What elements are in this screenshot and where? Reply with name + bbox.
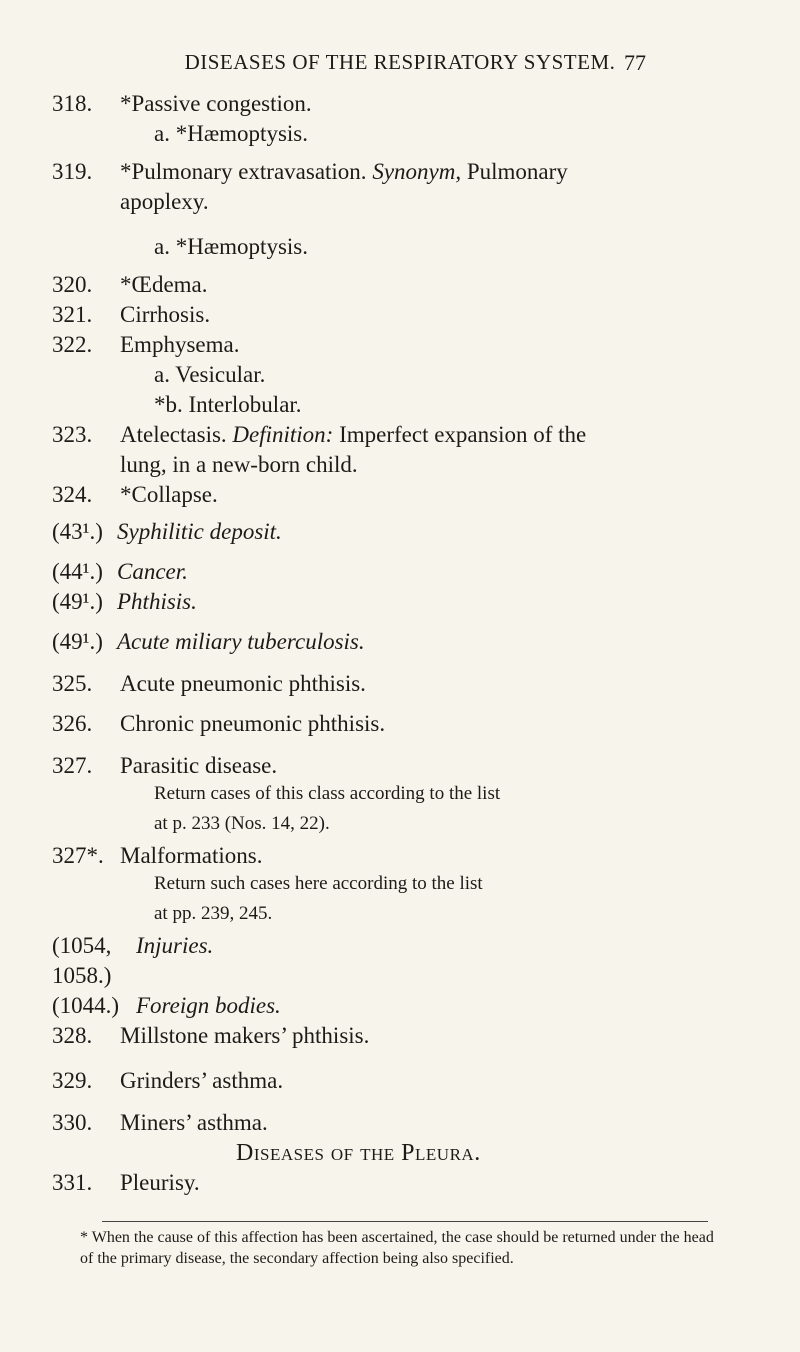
entry-text: Cirrhosis. (120, 302, 211, 327)
entry-text: *Pulmonary extravasation. (120, 159, 367, 184)
entry-subitem: a. *Hæmoptysis. (154, 234, 308, 259)
entry-row (0, 303, 800, 333)
entry-number: (43¹.) (52, 519, 103, 544)
entry-row (0, 393, 800, 423)
entry-row (0, 814, 800, 844)
entry-row (0, 122, 800, 152)
page-number: 77 (624, 50, 646, 75)
entry-text: *Passive congestion. (120, 91, 312, 116)
entry-row (0, 160, 800, 190)
entry-note: at pp. 239, 245. (154, 903, 273, 924)
entry-number: 325. (52, 671, 93, 696)
entry-number: (49¹.) (52, 629, 103, 654)
entry-row (0, 964, 800, 994)
entry-body (120, 754, 277, 777)
entry-row (0, 1024, 800, 1054)
entry-number: 328. (52, 1023, 93, 1048)
entry-number: (49¹.) (52, 589, 103, 614)
entry-row (0, 190, 800, 220)
running-header: DISEASES OF THE RESPIRATORY SYSTEM. (184, 50, 616, 74)
entry-text: Parasitic disease. (120, 753, 278, 778)
entry-italic-text: Phthisis. (117, 589, 197, 614)
entry-text: Pleurisy. (120, 1170, 200, 1195)
entry-italic-text: Cancer. (117, 559, 188, 584)
entry-row (0, 1171, 800, 1201)
entry-text: *Œdema. (120, 272, 208, 297)
entry-note: at p. 233 (Nos. 14, 22). (154, 813, 330, 834)
entry-number: 330. (52, 1110, 93, 1135)
entry-continuation: lung, in a new-born child. (120, 452, 358, 477)
entry-row (0, 754, 800, 784)
entry-body (120, 844, 262, 867)
entry-row (0, 874, 800, 904)
footnote-rule (102, 1221, 708, 1222)
entry-body (120, 333, 239, 356)
entry-row (0, 994, 800, 1024)
entry-italic-text: Syphilitic deposit. (117, 519, 282, 544)
entry-body (120, 1069, 283, 1092)
entry-body (117, 590, 197, 613)
entry-row (0, 333, 800, 363)
entry-row (0, 92, 800, 122)
entry-row (0, 1111, 800, 1141)
entry-body (120, 423, 586, 446)
entry-text: Acute pneumonic phthisis. (120, 671, 366, 696)
entry-row (0, 273, 800, 303)
entry-row (0, 1141, 800, 1171)
entry-row (0, 590, 800, 620)
entry-number: (1044.) (52, 993, 120, 1018)
entry-text: Atelectasis. (120, 422, 227, 447)
entry-number: 318. (52, 91, 93, 116)
entry-text: *Collapse. (120, 482, 218, 507)
entry-row (0, 560, 800, 590)
entry-number: 321. (52, 302, 93, 327)
entry-number: 319. (52, 159, 93, 184)
entry-row (0, 423, 800, 453)
entry-number: 323. (52, 422, 93, 447)
entry-text: Grinders’ asthma. (120, 1068, 284, 1093)
entry-row (0, 934, 800, 964)
entry-row (0, 363, 800, 393)
entry-continuation: apoplexy. (120, 189, 209, 214)
entry-row (0, 630, 800, 660)
entry-body (120, 303, 210, 326)
entry-text: Millstone makers’ phthisis. (120, 1023, 370, 1048)
entry-body (117, 560, 188, 583)
entry-number: 327. (52, 753, 93, 778)
entry-body (120, 1024, 369, 1047)
footnote: * When the cause of this affection has been ascertained, the case should be returned under the head of the primary disease, the secondary affection being also specified. (80, 1229, 714, 1267)
entry-row (0, 483, 800, 513)
entry-body (120, 483, 218, 506)
entry-number: 326. (52, 711, 93, 736)
entry-italic-text: Acute miliary tuberculosis. (117, 629, 365, 654)
entry-body (136, 934, 213, 957)
entry-number: 331. (52, 1170, 93, 1195)
entry-text: Miners’ asthma. (120, 1110, 268, 1135)
entry-body (120, 712, 385, 735)
entry-number: 322. (52, 332, 93, 357)
entry-text: Emphysema. (120, 332, 240, 357)
entry-text-continued: Pulmonary (466, 159, 568, 184)
entry-number: 1058.) (52, 963, 112, 988)
entry-subitem: a. Vesicular. (154, 362, 266, 387)
entry-body (120, 160, 568, 183)
entry-row (0, 784, 800, 814)
entry-number: 329. (52, 1068, 93, 1093)
entry-text: Chronic pneumonic phthisis. (120, 711, 386, 736)
entry-row (0, 672, 800, 702)
entry-number: 320. (52, 272, 93, 297)
entry-number: 327*. (52, 843, 104, 868)
entry-row (0, 844, 800, 874)
entry-text-continued: Imperfect expansion of the (339, 422, 587, 447)
entry-note: Return such cases here according to the list (154, 873, 483, 894)
entry-italic-text: Foreign bodies. (136, 993, 281, 1018)
entry-body (120, 1171, 200, 1194)
entry-row (0, 235, 800, 265)
entry-subitem: *b. Interlobular. (154, 392, 302, 417)
section-heading: Diseases of the Pleura. (236, 1140, 481, 1166)
entry-row (0, 1069, 800, 1099)
entry-italic-text: Injuries. (136, 933, 214, 958)
entry-italic-text: Synonym, (372, 159, 462, 184)
entry-text: Malformations. (120, 843, 263, 868)
entry-note: Return cases of this class according to the list (154, 783, 501, 804)
entry-body (120, 273, 208, 296)
entry-body (120, 672, 366, 695)
entry-body (117, 630, 365, 653)
entry-number: (44¹.) (52, 559, 103, 584)
entry-row (0, 453, 800, 483)
entry-number: 324. (52, 482, 93, 507)
entry-row (0, 712, 800, 742)
entry-italic-text: Definition: (232, 422, 334, 447)
entry-body (120, 1111, 268, 1134)
entry-subitem: a. *Hæmoptysis. (154, 121, 308, 146)
entry-row (0, 904, 800, 934)
entry-body (120, 92, 312, 115)
entry-body (117, 520, 282, 543)
entry-number: (1054, (52, 933, 112, 958)
entry-body (136, 994, 281, 1017)
entry-row (0, 520, 800, 550)
